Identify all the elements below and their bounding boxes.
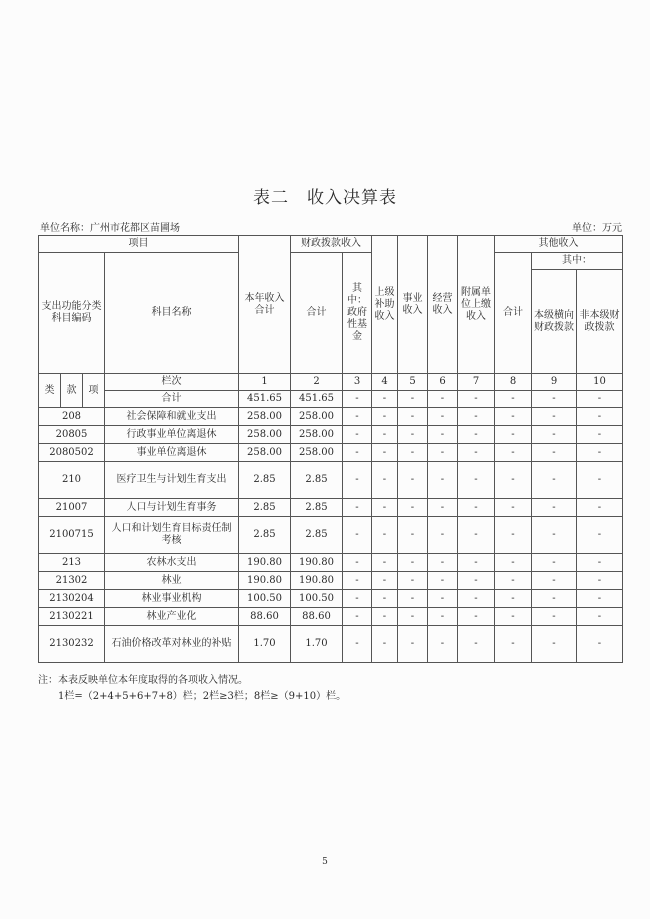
- page-number: 5: [322, 857, 328, 867]
- table-body: [39, 408, 623, 663]
- row-cell: -: [458, 499, 495, 517]
- total-cell: -: [532, 391, 577, 408]
- row-cell: -: [495, 626, 532, 663]
- total-cell: -: [495, 391, 532, 408]
- row-cell: -: [532, 499, 577, 517]
- row-cell: -: [577, 554, 623, 572]
- row-code: 21302: [39, 572, 105, 590]
- col-num: 3: [343, 374, 372, 391]
- row-code: 208: [39, 408, 105, 426]
- row-subject-name: 事业单位离退休: [105, 444, 239, 462]
- row-cell: -: [532, 517, 577, 554]
- row-fiscal: 2.85: [291, 462, 343, 499]
- table-row: [39, 426, 623, 444]
- col-num: 9: [532, 374, 577, 391]
- row-cell: -: [343, 517, 372, 554]
- row-cell: -: [398, 499, 428, 517]
- total-cell: -: [398, 391, 428, 408]
- row-code: 2100715: [39, 517, 105, 554]
- row-cell: -: [343, 554, 372, 572]
- row-cell: -: [577, 517, 623, 554]
- row-cell: -: [428, 462, 458, 499]
- row-cell: -: [372, 608, 398, 626]
- table-row: [39, 499, 623, 517]
- header-class: 类: [39, 374, 61, 408]
- row-cell: -: [495, 608, 532, 626]
- row-cell: -: [532, 590, 577, 608]
- row-cell: -: [458, 426, 495, 444]
- row-cell: -: [577, 608, 623, 626]
- row-cell: -: [532, 462, 577, 499]
- total-cell: -: [458, 391, 495, 408]
- row-subject-name: 林业: [105, 572, 239, 590]
- row-cell: -: [495, 554, 532, 572]
- row-cell: -: [495, 499, 532, 517]
- row-cell: -: [495, 590, 532, 608]
- row-fiscal: 2.85: [291, 499, 343, 517]
- table-row: [39, 517, 623, 554]
- row-cell: -: [372, 499, 398, 517]
- row-cell: -: [398, 590, 428, 608]
- row-cell: -: [532, 426, 577, 444]
- row-cell: -: [343, 608, 372, 626]
- row-subject-name: 社会保障和就业支出: [105, 408, 239, 426]
- note-line: 注：本表反映单位本年度取得的各项收入情况。: [38, 675, 248, 686]
- row-cell: -: [428, 408, 458, 426]
- row-fiscal: 258.00: [291, 444, 343, 462]
- row-cell: -: [495, 462, 532, 499]
- row-subject-name: 人口与计划生育事务: [105, 499, 239, 517]
- row-cell: -: [343, 426, 372, 444]
- row-total: 258.00: [239, 426, 291, 444]
- col-num: 8: [495, 374, 532, 391]
- header-non-level: 非本级财政拨款: [577, 270, 623, 374]
- row-cell: -: [343, 408, 372, 426]
- row-code: 2130204: [39, 590, 105, 608]
- col-num: 7: [458, 374, 495, 391]
- total-fiscal: 451.65: [291, 391, 343, 408]
- row-cell: -: [495, 426, 532, 444]
- row-cell: -: [458, 408, 495, 426]
- row-code: 20805: [39, 426, 105, 444]
- note-line: 1栏=（2+4+5+6+7+8）栏；2栏≥3栏；8栏≥（9+10）栏。: [58, 691, 347, 702]
- total-cell: -: [577, 391, 623, 408]
- row-total: 88.60: [239, 608, 291, 626]
- row-cell: -: [428, 572, 458, 590]
- row-cell: -: [398, 554, 428, 572]
- row-cell: -: [343, 626, 372, 663]
- header-col-label: 栏次: [105, 374, 239, 391]
- row-cell: -: [458, 590, 495, 608]
- row-fiscal: 100.50: [291, 590, 343, 608]
- row-cell: -: [398, 444, 428, 462]
- header-item: 项目: [39, 236, 239, 253]
- row-total: 1.70: [239, 626, 291, 663]
- row-cell: -: [495, 517, 532, 554]
- row-total: 258.00: [239, 444, 291, 462]
- header-total-income: 本年收入合计: [239, 236, 291, 374]
- row-total: 2.85: [239, 499, 291, 517]
- col-num: 2: [291, 374, 343, 391]
- total-label: 合计: [105, 391, 239, 408]
- row-cell: -: [495, 444, 532, 462]
- row-cell: -: [372, 444, 398, 462]
- row-total: 2.85: [239, 462, 291, 499]
- row-code: 2080502: [39, 444, 105, 462]
- row-cell: -: [428, 517, 458, 554]
- header-other-total: 合计: [495, 253, 532, 374]
- row-cell: -: [577, 426, 623, 444]
- row-fiscal: 258.00: [291, 408, 343, 426]
- row-fiscal: 1.70: [291, 626, 343, 663]
- row-cell: -: [428, 444, 458, 462]
- row-cell: -: [372, 462, 398, 499]
- row-code: 213: [39, 554, 105, 572]
- table-row: [39, 572, 623, 590]
- row-cell: -: [343, 499, 372, 517]
- income-table: [38, 235, 623, 663]
- row-total: 190.80: [239, 554, 291, 572]
- row-cell: -: [458, 608, 495, 626]
- row-cell: -: [458, 572, 495, 590]
- row-subject-name: 农林水支出: [105, 554, 239, 572]
- row-cell: -: [458, 554, 495, 572]
- header-gov-fund: 其中：政府性基金: [343, 253, 372, 374]
- row-cell: -: [372, 517, 398, 554]
- row-cell: -: [372, 590, 398, 608]
- row-cell: -: [458, 517, 495, 554]
- row-cell: -: [458, 626, 495, 663]
- row-cell: -: [372, 572, 398, 590]
- row-code: 210: [39, 462, 105, 499]
- header-business: 事业收入: [398, 236, 428, 374]
- row-cell: -: [343, 590, 372, 608]
- table-row: [39, 608, 623, 626]
- row-fiscal: 2.85: [291, 517, 343, 554]
- row-cell: -: [398, 462, 428, 499]
- table-row: [39, 590, 623, 608]
- row-subject-name: 人口和计划生育目标责任制考核: [105, 517, 239, 554]
- unit-name: 单位名称：广州市花都区苗圃场: [40, 223, 180, 234]
- unit-label: 单位：万元: [572, 223, 622, 234]
- row-cell: -: [428, 499, 458, 517]
- row-cell: -: [398, 408, 428, 426]
- notes: [38, 673, 346, 705]
- header-fiscal: 财政拨款收入: [291, 236, 372, 253]
- row-cell: -: [458, 462, 495, 499]
- row-subject-name: 石油价格改革对林业的补贴: [105, 626, 239, 663]
- row-cell: -: [532, 572, 577, 590]
- row-total: 190.80: [239, 572, 291, 590]
- row-code: 21007: [39, 499, 105, 517]
- row-fiscal: 258.00: [291, 426, 343, 444]
- row-cell: -: [458, 444, 495, 462]
- row-cell: -: [343, 462, 372, 499]
- row-total: 2.85: [239, 517, 291, 554]
- row-cell: -: [398, 608, 428, 626]
- header-subsidy: 上级补助收入: [372, 236, 398, 374]
- row-cell: -: [495, 408, 532, 426]
- row-cell: -: [577, 499, 623, 517]
- row-cell: -: [428, 626, 458, 663]
- row-cell: -: [398, 426, 428, 444]
- header-subject-name: 科目名称: [105, 253, 239, 374]
- row-cell: -: [577, 590, 623, 608]
- row-cell: -: [398, 517, 428, 554]
- table-row: [39, 462, 623, 499]
- row-cell: -: [428, 554, 458, 572]
- row-cell: -: [372, 626, 398, 663]
- header-xiang: 项: [83, 374, 105, 408]
- table-row: [39, 444, 623, 462]
- header-func-code: 支出功能分类科目编码: [39, 253, 105, 374]
- row-code: 2130232: [39, 626, 105, 663]
- row-cell: -: [343, 572, 372, 590]
- row-cell: -: [577, 408, 623, 426]
- row-cell: -: [532, 444, 577, 462]
- header-other-of-which: 其中：: [532, 253, 623, 270]
- table-row: [39, 626, 623, 663]
- total-cell: -: [372, 391, 398, 408]
- row-cell: -: [428, 590, 458, 608]
- col-num: 10: [577, 374, 623, 391]
- row-total: 100.50: [239, 590, 291, 608]
- row-cell: -: [577, 572, 623, 590]
- row-cell: -: [532, 626, 577, 663]
- row-fiscal: 190.80: [291, 572, 343, 590]
- row-cell: -: [428, 426, 458, 444]
- unit-line: [40, 219, 622, 234]
- page-title: 表二 收入决算表: [253, 188, 397, 208]
- row-cell: -: [372, 426, 398, 444]
- row-fiscal: 190.80: [291, 554, 343, 572]
- table-row: [39, 554, 623, 572]
- row-cell: -: [577, 462, 623, 499]
- total-cell: -: [343, 391, 372, 408]
- total-cell: -: [428, 391, 458, 408]
- row-cell: -: [398, 572, 428, 590]
- row-cell: -: [495, 572, 532, 590]
- row-subject-name: 行政事业单位离退休: [105, 426, 239, 444]
- row-subject-name: 林业产业化: [105, 608, 239, 626]
- col-num: 5: [398, 374, 428, 391]
- header-other: 其他收入: [495, 236, 623, 253]
- row-cell: -: [343, 444, 372, 462]
- total-value: 451.65: [239, 391, 291, 408]
- row-subject-name: 林业事业机构: [105, 590, 239, 608]
- row-cell: -: [532, 408, 577, 426]
- header-fiscal-total: 合计: [291, 253, 343, 374]
- row-cell: -: [398, 626, 428, 663]
- row-cell: -: [532, 554, 577, 572]
- header-horizontal: 本级横向财政拨款: [532, 270, 577, 374]
- header-affiliated: 附属单位上缴收入: [458, 236, 495, 374]
- row-subject-name: 医疗卫生与计划生育支出: [105, 462, 239, 499]
- row-cell: -: [532, 608, 577, 626]
- row-cell: -: [577, 444, 623, 462]
- row-cell: -: [372, 408, 398, 426]
- table-row: [39, 408, 623, 426]
- row-cell: -: [577, 626, 623, 663]
- col-num: 6: [428, 374, 458, 391]
- row-cell: -: [428, 608, 458, 626]
- row-code: 2130221: [39, 608, 105, 626]
- col-num: 4: [372, 374, 398, 391]
- col-num: 1: [239, 374, 291, 391]
- row-cell: -: [372, 554, 398, 572]
- header-operating: 经营收入: [428, 236, 458, 374]
- header-kuan: 款: [61, 374, 83, 408]
- row-total: 258.00: [239, 408, 291, 426]
- row-fiscal: 88.60: [291, 608, 343, 626]
